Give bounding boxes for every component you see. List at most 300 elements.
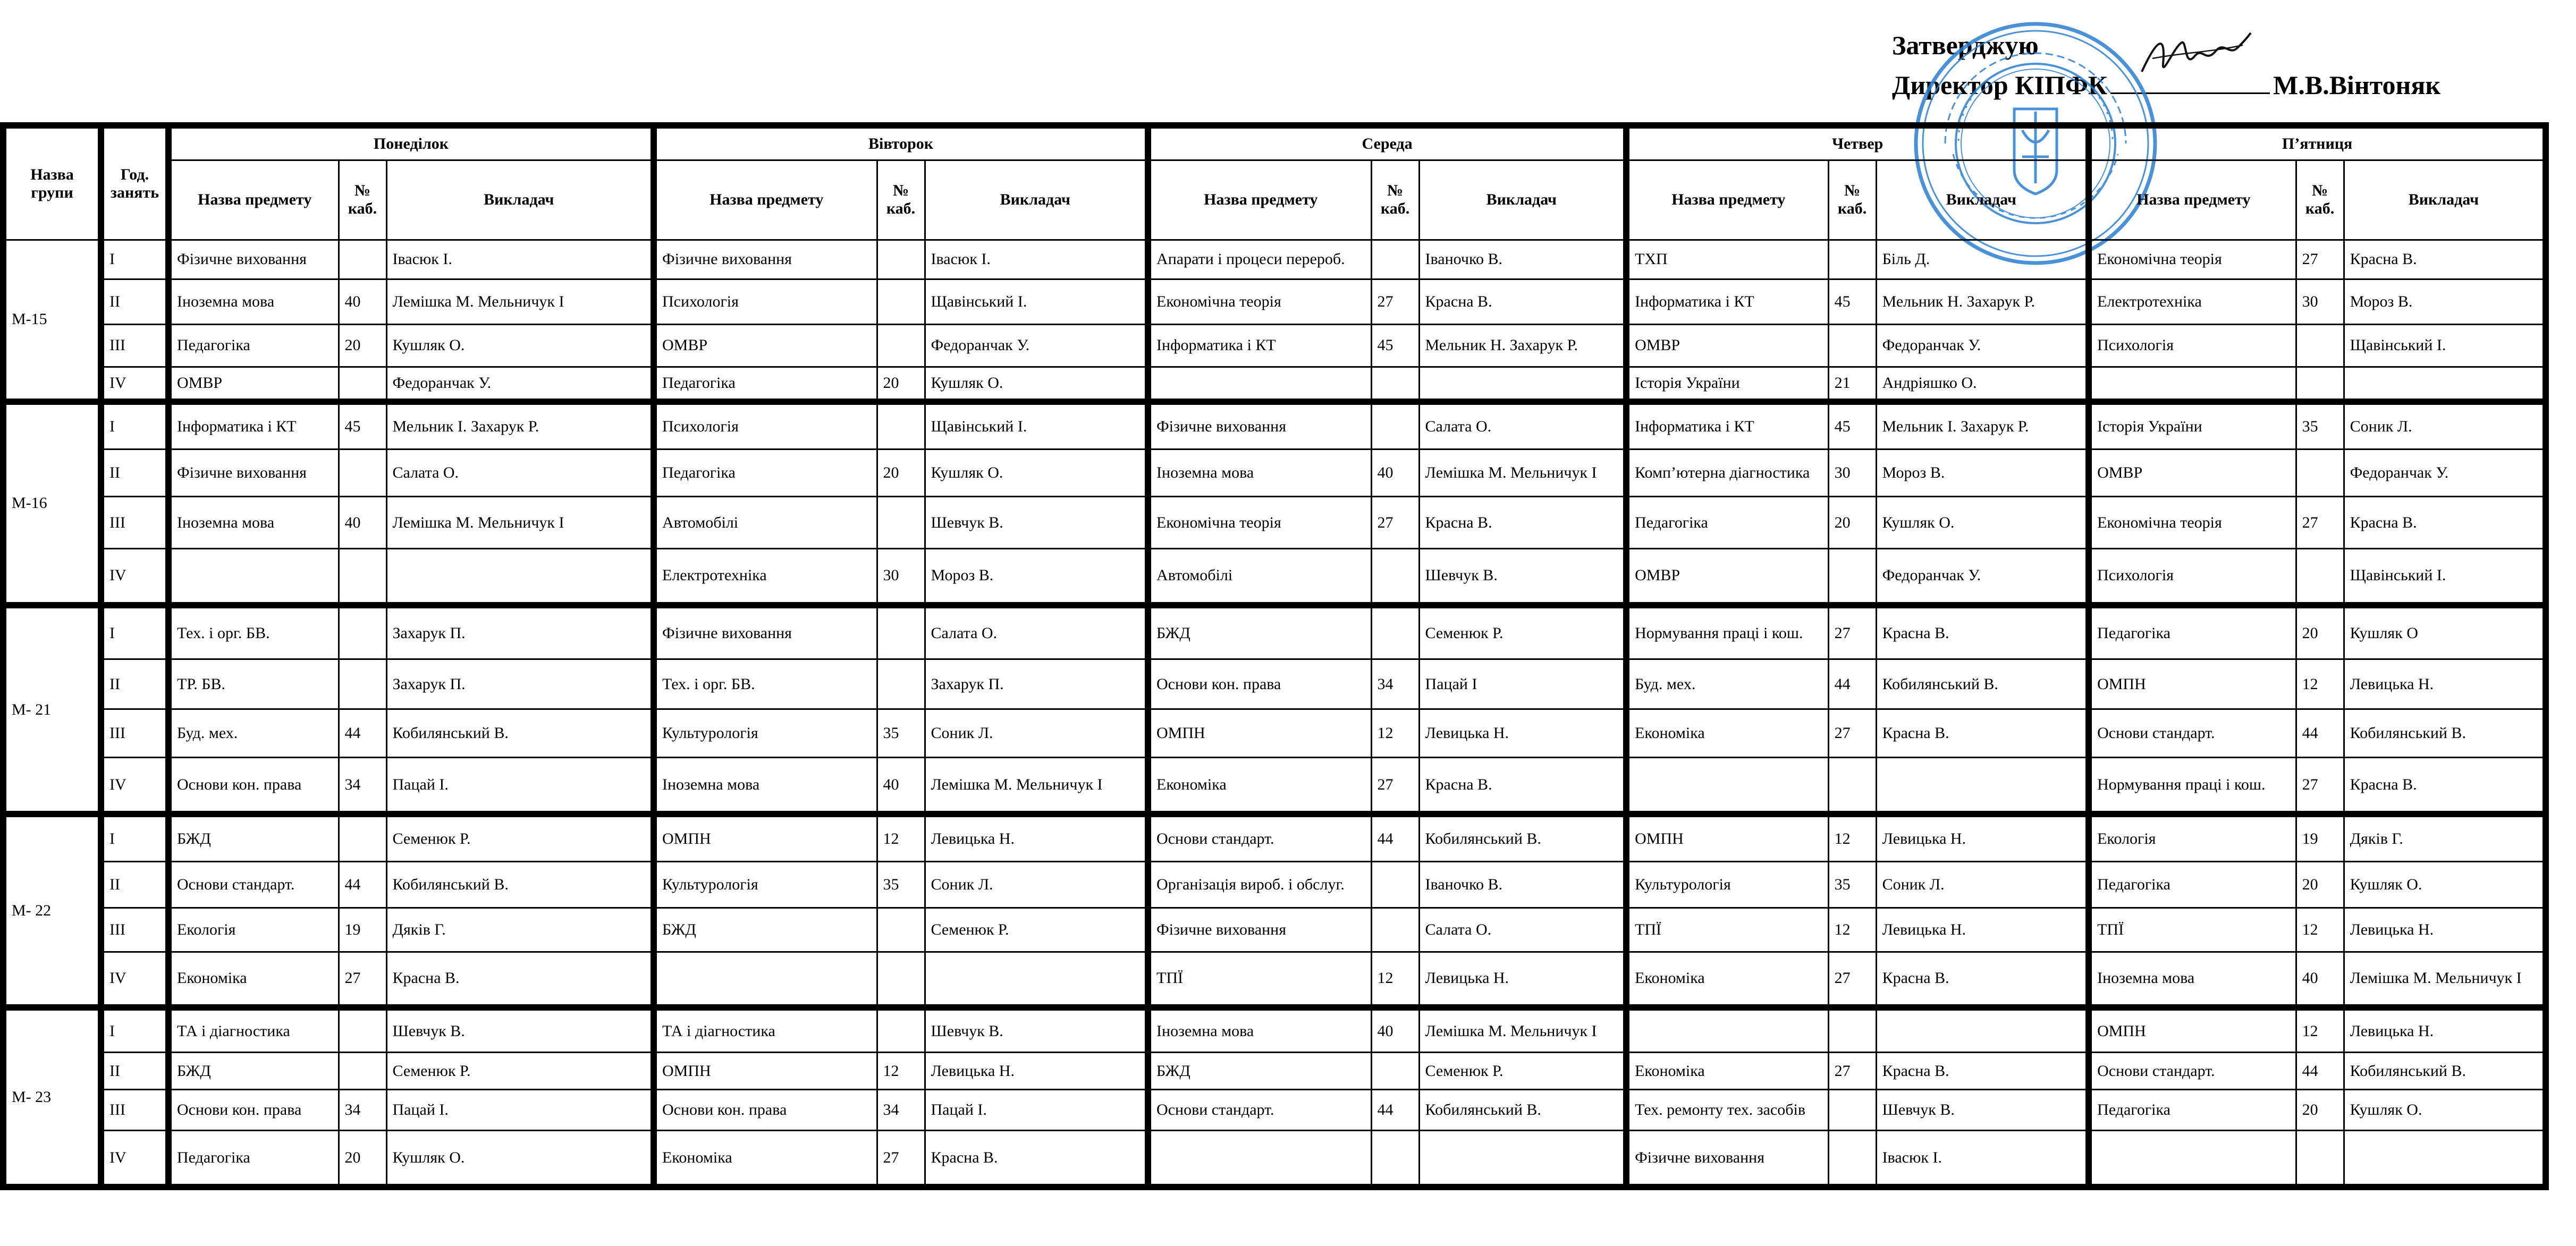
subject-cell: Апарати і процеси перероб. [1148, 240, 1371, 279]
teacher-cell: Щавінський І. [925, 402, 1148, 449]
room-column-header-thursday: № каб. [1828, 160, 1876, 240]
room-cell: 21 [1828, 367, 1876, 402]
subject-column-header-wednesday: Назва предмету [1148, 160, 1371, 240]
room-cell: 12 [877, 814, 925, 861]
teacher-column-header-friday: Викладач [2344, 160, 2546, 240]
room-cell: 40 [1371, 1007, 1419, 1053]
room-cell: 44 [1371, 814, 1419, 861]
pair-number: I [101, 1007, 168, 1053]
subject-cell [1148, 367, 1371, 402]
subject-cell: Інформатика і КТ [168, 402, 339, 449]
subject-cell: ОМПН [2089, 659, 2296, 709]
teacher-cell: Левицька Н. [925, 814, 1148, 861]
subject-cell: ТПЇ [2089, 908, 2296, 952]
teacher-cell: Пацай І. [386, 1090, 654, 1131]
room-cell [1371, 1131, 1419, 1188]
subject-cell: Основи стандарт. [1148, 1090, 1371, 1131]
teacher-cell [925, 952, 1148, 1007]
subject-cell: Фізичне виховання [168, 240, 339, 279]
subject-cell: Економіка [168, 952, 339, 1007]
room-column-header-monday: № каб. [339, 160, 386, 240]
subject-cell [1626, 1007, 1828, 1053]
room-cell: 34 [339, 1090, 386, 1131]
subject-cell: ОМВР [1626, 549, 1828, 605]
teacher-cell: Пацай І. [925, 1090, 1148, 1131]
schedule-row [3, 449, 2546, 496]
teacher-cell: Кобилянський В. [386, 709, 654, 757]
teacher-cell: Кушляк О [2344, 605, 2546, 659]
room-cell [339, 449, 386, 496]
subject-cell: ОМВР [2089, 449, 2296, 496]
subject-cell: Культурологія [654, 861, 877, 908]
teacher-cell: Мельник Н. Захарук Р. [1876, 279, 2089, 324]
pair-number: III [101, 497, 168, 549]
director-signature [2136, 27, 2253, 85]
teacher-cell: Пацай І [1419, 659, 1626, 709]
subject-cell: Педагогіка [2089, 605, 2296, 659]
schedule-row [3, 324, 2546, 367]
subject-cell: ОМВР [654, 324, 877, 367]
teacher-cell: Красна В. [1419, 279, 1626, 324]
subject-cell: Організація вироб. і обслуг. [1148, 861, 1371, 908]
teacher-cell: Лемішка М. Мельничук І [925, 758, 1148, 814]
teacher-cell: Кушляк О. [1876, 497, 2089, 549]
teacher-cell: Шевчук В. [925, 1007, 1148, 1053]
subject-cell [2089, 367, 2296, 402]
subject-cell: Економіка [1626, 1053, 1828, 1090]
subject-column-header-thursday: Назва предмету [1626, 160, 1828, 240]
subject-cell: Основи кон. права [168, 1090, 339, 1131]
teacher-cell: Красна В. [1419, 497, 1626, 549]
room-cell [339, 605, 386, 659]
subject-cell: Буд. мех. [1626, 659, 1828, 709]
room-cell: 20 [2296, 1090, 2344, 1131]
schedule-row [3, 709, 2546, 757]
subject-cell: ОМПН [1626, 814, 1828, 861]
pair-number: II [101, 1053, 168, 1090]
pair-number: I [101, 240, 168, 279]
room-cell [1371, 549, 1419, 605]
schedule-row [3, 402, 2546, 449]
subject-cell: Економічна теорія [1148, 279, 1371, 324]
teacher-cell: Біль Д. [1876, 240, 2089, 279]
teacher-cell: Лемішка М. Мельничук І [1419, 449, 1626, 496]
schedule-row [3, 861, 2546, 908]
room-cell: 20 [2296, 861, 2344, 908]
pair-number: II [101, 659, 168, 709]
teacher-cell: Салата О. [386, 449, 654, 496]
director-name: М.В.Вінтоняк [2273, 70, 2441, 100]
pair-number: IV [101, 758, 168, 814]
teacher-cell: Івасюк І. [925, 240, 1148, 279]
teacher-cell: Мельник Н. Захарук Р. [1419, 324, 1626, 367]
room-cell: 34 [877, 1090, 925, 1131]
schedule-row [3, 1131, 2546, 1188]
teacher-cell: Салата О. [1419, 402, 1626, 449]
room-cell: 30 [1828, 449, 1876, 496]
schedule-header [3, 125, 2546, 240]
director-title: Директор КІПФК [1892, 70, 2108, 100]
teacher-cell: Красна В. [2344, 758, 2546, 814]
schedule-row [3, 605, 2546, 659]
room-cell [2296, 324, 2344, 367]
teacher-cell: Соник Л. [925, 861, 1148, 908]
subject-cell: Нормування праці і кош. [2089, 758, 2296, 814]
subject-column-header-monday: Назва предмету [168, 160, 339, 240]
subject-cell: Комп’ютерна діагностика [1626, 449, 1828, 496]
teacher-cell: Левицька Н. [2344, 659, 2546, 709]
room-cell: 27 [339, 952, 386, 1007]
room-column-header-tuesday: № каб. [877, 160, 925, 240]
subject-cell: Іноземна мова [168, 497, 339, 549]
teacher-cell: Красна В. [386, 952, 654, 1007]
schedule-row [3, 952, 2546, 1007]
room-cell: 30 [2296, 279, 2344, 324]
room-cell: 27 [1371, 758, 1419, 814]
teacher-cell: Щавінський І. [925, 279, 1148, 324]
room-cell: 44 [2296, 709, 2344, 757]
room-cell [1828, 1007, 1876, 1053]
room-cell [1371, 861, 1419, 908]
subject-cell: Економіка [654, 1131, 877, 1188]
room-cell [877, 908, 925, 952]
room-cell: 40 [2296, 952, 2344, 1007]
pair-number: IV [101, 367, 168, 402]
room-cell: 35 [1828, 861, 1876, 908]
room-cell [877, 1007, 925, 1053]
day-header-friday: П’ятниця [2089, 125, 2546, 160]
subject-cell: Економічна теорія [1148, 497, 1371, 549]
group-name: М- 23 [3, 1007, 101, 1187]
room-cell: 27 [2296, 240, 2344, 279]
schedule-body [3, 240, 2546, 1187]
room-cell: 12 [2296, 659, 2344, 709]
group-name: М-15 [3, 240, 101, 402]
subject-cell: Основи кон. права [654, 1090, 877, 1131]
room-cell: 44 [1371, 1090, 1419, 1131]
subject-cell: Педагогіка [654, 367, 877, 402]
subject-cell: ОМПН [654, 814, 877, 861]
teacher-cell: Салата О. [925, 605, 1148, 659]
subject-cell: Інформатика і КТ [1626, 279, 1828, 324]
teacher-cell: Левицька Н. [925, 1053, 1148, 1090]
teacher-cell: Соник Л. [1876, 861, 2089, 908]
room-cell [1828, 324, 1876, 367]
teacher-cell: Левицька Н. [1419, 952, 1626, 1007]
room-cell: 20 [1828, 497, 1876, 549]
room-cell: 44 [339, 861, 386, 908]
subject-cell: Історія України [1626, 367, 1828, 402]
subject-cell: Фізичне виховання [1626, 1131, 1828, 1188]
teacher-cell: Лемішка М. Мельничук І [386, 497, 654, 549]
room-cell: 12 [877, 1053, 925, 1090]
subject-cell [2089, 1131, 2296, 1188]
subject-cell: ТА і діагностика [654, 1007, 877, 1053]
room-cell [877, 952, 925, 1007]
subject-cell: Іноземна мова [1148, 449, 1371, 496]
subject-cell [1148, 1131, 1371, 1188]
teacher-cell: Шевчук В. [386, 1007, 654, 1053]
subject-cell: Фізичне виховання [654, 605, 877, 659]
subject-cell: ОМПН [654, 1053, 877, 1090]
day-header-thursday: Четвер [1626, 125, 2089, 160]
subject-cell: Педагогіка [1626, 497, 1828, 549]
schedule-table [0, 122, 2549, 1190]
subject-cell: Психологія [654, 279, 877, 324]
room-cell [1828, 758, 1876, 814]
teacher-cell: Федоранчак У. [386, 367, 654, 402]
room-cell: 40 [1371, 449, 1419, 496]
teacher-cell [1876, 758, 2089, 814]
teacher-cell: Шевчук В. [1876, 1090, 2089, 1131]
pair-number: IV [101, 1131, 168, 1188]
room-cell: 40 [339, 497, 386, 549]
subject-cell: Психологія [2089, 549, 2296, 605]
subject-cell: Фізичне виховання [168, 449, 339, 496]
subject-cell: Інформатика і КТ [1148, 324, 1371, 367]
subject-cell: Основи стандарт. [168, 861, 339, 908]
subject-column-header-tuesday: Назва предмету [654, 160, 877, 240]
teacher-cell: Іваночко В. [1419, 240, 1626, 279]
teacher-cell: Мороз В. [2344, 279, 2546, 324]
subject-cell: БЖД [654, 908, 877, 952]
room-cell [877, 240, 925, 279]
subject-cell: Педагогіка [2089, 1090, 2296, 1131]
room-cell: 27 [1828, 709, 1876, 757]
pair-number: III [101, 908, 168, 952]
schedule-row [3, 814, 2546, 861]
room-cell [877, 659, 925, 709]
teacher-cell: Левицька Н. [2344, 1007, 2546, 1053]
room-column-header-wednesday: № каб. [1371, 160, 1419, 240]
teacher-cell: Кушляк О. [2344, 861, 2546, 908]
teacher-cell: Федоранчак У. [1876, 549, 2089, 605]
teacher-cell: Красна В. [2344, 497, 2546, 549]
subject-cell: Економіка [1148, 758, 1371, 814]
subject-cell: Педагогіка [2089, 861, 2296, 908]
room-cell: 19 [2296, 814, 2344, 861]
teacher-cell: Мороз В. [925, 549, 1148, 605]
teacher-cell: Івасюк І. [1876, 1131, 2089, 1188]
pair-number: I [101, 402, 168, 449]
teacher-cell: Кушляк О. [386, 324, 654, 367]
subject-cell: Основи кон. права [1148, 659, 1371, 709]
room-cell: 27 [1828, 952, 1876, 1007]
subject-cell: БЖД [1148, 1053, 1371, 1090]
pair-number: II [101, 279, 168, 324]
schedule-row [3, 1007, 2546, 1053]
room-cell [1828, 1090, 1876, 1131]
room-cell: 20 [339, 324, 386, 367]
subject-cell: Екологія [2089, 814, 2296, 861]
room-cell [339, 1007, 386, 1053]
room-cell [1371, 908, 1419, 952]
teacher-cell [2344, 367, 2546, 402]
room-cell: 40 [877, 758, 925, 814]
subject-cell: БЖД [168, 814, 339, 861]
subject-cell: Буд. мех. [168, 709, 339, 757]
teacher-cell [2344, 1131, 2546, 1188]
teacher-cell: Кобилянський В. [2344, 1053, 2546, 1090]
room-cell [339, 1053, 386, 1090]
room-cell: 12 [2296, 1007, 2344, 1053]
teacher-cell: Захарук П. [925, 659, 1148, 709]
subject-cell: Тех. ремонту тех. засобів [1626, 1090, 1828, 1131]
room-cell: 27 [1828, 605, 1876, 659]
teacher-cell: Кобилянський В. [1876, 659, 2089, 709]
teacher-cell: Мороз В. [1876, 449, 2089, 496]
group-column-header: Назва групи [3, 125, 101, 240]
schedule-row [3, 1090, 2546, 1131]
room-cell [1371, 1053, 1419, 1090]
teacher-cell: Федоранчак У. [2344, 449, 2546, 496]
subject-cell: Педагогіка [168, 1131, 339, 1188]
subject-cell [1626, 758, 1828, 814]
teacher-cell: Шевчук В. [925, 497, 1148, 549]
room-cell: 12 [1828, 814, 1876, 861]
subject-cell: Іноземна мова [168, 279, 339, 324]
pair-number: III [101, 709, 168, 757]
teacher-cell: Щавінський І. [2344, 549, 2546, 605]
subject-cell: Фізичне виховання [654, 240, 877, 279]
group-name: М-16 [3, 402, 101, 605]
teacher-cell: Дяків Г. [2344, 814, 2546, 861]
schedule-row [3, 497, 2546, 549]
teacher-cell: Федоранчак У. [1876, 324, 2089, 367]
room-cell [2296, 549, 2344, 605]
subject-cell: Інформатика і КТ [1626, 402, 1828, 449]
room-cell [1371, 402, 1419, 449]
room-cell [1828, 240, 1876, 279]
room-cell: 34 [339, 758, 386, 814]
teacher-cell: Красна В. [1876, 605, 2089, 659]
subject-cell: ТПЇ [1626, 908, 1828, 952]
room-cell [339, 659, 386, 709]
subject-cell: ТПЇ [1148, 952, 1371, 1007]
subject-cell: ТА і діагностика [168, 1007, 339, 1053]
room-cell: 20 [877, 367, 925, 402]
day-header-wednesday: Середа [1148, 125, 1626, 160]
room-cell: 45 [1371, 324, 1419, 367]
subject-cell: Культурологія [654, 709, 877, 757]
teacher-cell: Івасюк І. [386, 240, 654, 279]
subject-cell: Основи кон. права [168, 758, 339, 814]
approval-title: Затверджую [1892, 30, 2039, 60]
room-cell: 45 [1828, 402, 1876, 449]
teacher-cell: Левицька Н. [1419, 709, 1626, 757]
schedule-row [3, 367, 2546, 402]
room-cell: 40 [339, 279, 386, 324]
room-cell: 44 [339, 709, 386, 757]
teacher-cell: Кобилянський В. [386, 861, 654, 908]
subject-cell: Іноземна мова [654, 758, 877, 814]
teacher-cell: Дяків Г. [386, 908, 654, 952]
subject-cell: Електротехніка [2089, 279, 2296, 324]
subject-cell: Економіка [1626, 709, 1828, 757]
subject-cell: Нормування праці і кош. [1626, 605, 1828, 659]
schedule-row [3, 240, 2546, 279]
day-header-monday: Понеділок [168, 125, 654, 160]
subject-cell: Педагогіка [168, 324, 339, 367]
teacher-cell [1876, 1007, 2089, 1053]
subject-cell: ОМВР [1626, 324, 1828, 367]
subject-cell: Педагогіка [654, 449, 877, 496]
schedule-row [3, 1053, 2546, 1090]
subject-cell: ОМВР [168, 367, 339, 402]
group-name: М- 22 [3, 814, 101, 1007]
room-cell: 27 [1828, 1053, 1876, 1090]
subject-cell: Психологія [2089, 324, 2296, 367]
subject-cell: Електротехніка [654, 549, 877, 605]
teacher-cell: Шевчук В. [1419, 549, 1626, 605]
subject-cell: Тех. і орг. БВ. [654, 659, 877, 709]
room-cell: 27 [2296, 758, 2344, 814]
subject-cell [654, 952, 877, 1007]
teacher-cell [386, 549, 654, 605]
teacher-cell: Іваночко В. [1419, 861, 1626, 908]
pair-number: II [101, 449, 168, 496]
room-cell [1371, 367, 1419, 402]
schedule-row [3, 549, 2546, 605]
subject-cell [168, 549, 339, 605]
room-cell [877, 605, 925, 659]
day-header-tuesday: Вівторок [654, 125, 1148, 160]
teacher-cell: Кушляк О. [2344, 1090, 2546, 1131]
schedule-row [3, 758, 2546, 814]
room-cell: 27 [2296, 497, 2344, 549]
room-cell: 35 [877, 709, 925, 757]
teacher-cell: Семенюк Р. [386, 1053, 654, 1090]
schedule-row [3, 659, 2546, 709]
teacher-cell: Красна В. [925, 1131, 1148, 1188]
subject-cell: Основи стандарт. [2089, 709, 2296, 757]
teacher-cell: Мельник І. Захарук Р. [386, 402, 654, 449]
pair-number: III [101, 1090, 168, 1131]
room-cell [339, 814, 386, 861]
room-cell [2296, 449, 2344, 496]
room-cell: 12 [1371, 709, 1419, 757]
subject-cell: Основи стандарт. [2089, 1053, 2296, 1090]
room-cell [2296, 1131, 2344, 1188]
teacher-cell: Кобилянський В. [2344, 709, 2546, 757]
teacher-cell: Кушляк О. [925, 367, 1148, 402]
room-cell [877, 497, 925, 549]
room-cell: 30 [877, 549, 925, 605]
room-cell: 27 [1371, 279, 1419, 324]
teacher-cell: Захарук П. [386, 605, 654, 659]
room-cell: 20 [339, 1131, 386, 1188]
room-cell: 45 [339, 402, 386, 449]
room-cell: 12 [1828, 908, 1876, 952]
subject-cell: ТР. БВ. [168, 659, 339, 709]
room-cell: 27 [1371, 497, 1419, 549]
room-cell: 12 [1371, 952, 1419, 1007]
pair-number: III [101, 324, 168, 367]
subject-column-header-friday: Назва предмету [2089, 160, 2296, 240]
teacher-cell: Кушляк О. [925, 449, 1148, 496]
subject-cell: ОМПН [1148, 709, 1371, 757]
subject-cell: Економічна теорія [2089, 240, 2296, 279]
pair-column-header: Год. занять [101, 125, 168, 240]
subject-cell: Економічна теорія [2089, 497, 2296, 549]
pair-number: IV [101, 952, 168, 1007]
subject-cell: БЖД [168, 1053, 339, 1090]
teacher-cell: Левицька Н. [1876, 908, 2089, 952]
teacher-cell: Соник Л. [925, 709, 1148, 757]
room-cell [339, 367, 386, 402]
room-cell: 12 [2296, 908, 2344, 952]
room-cell: 19 [339, 908, 386, 952]
